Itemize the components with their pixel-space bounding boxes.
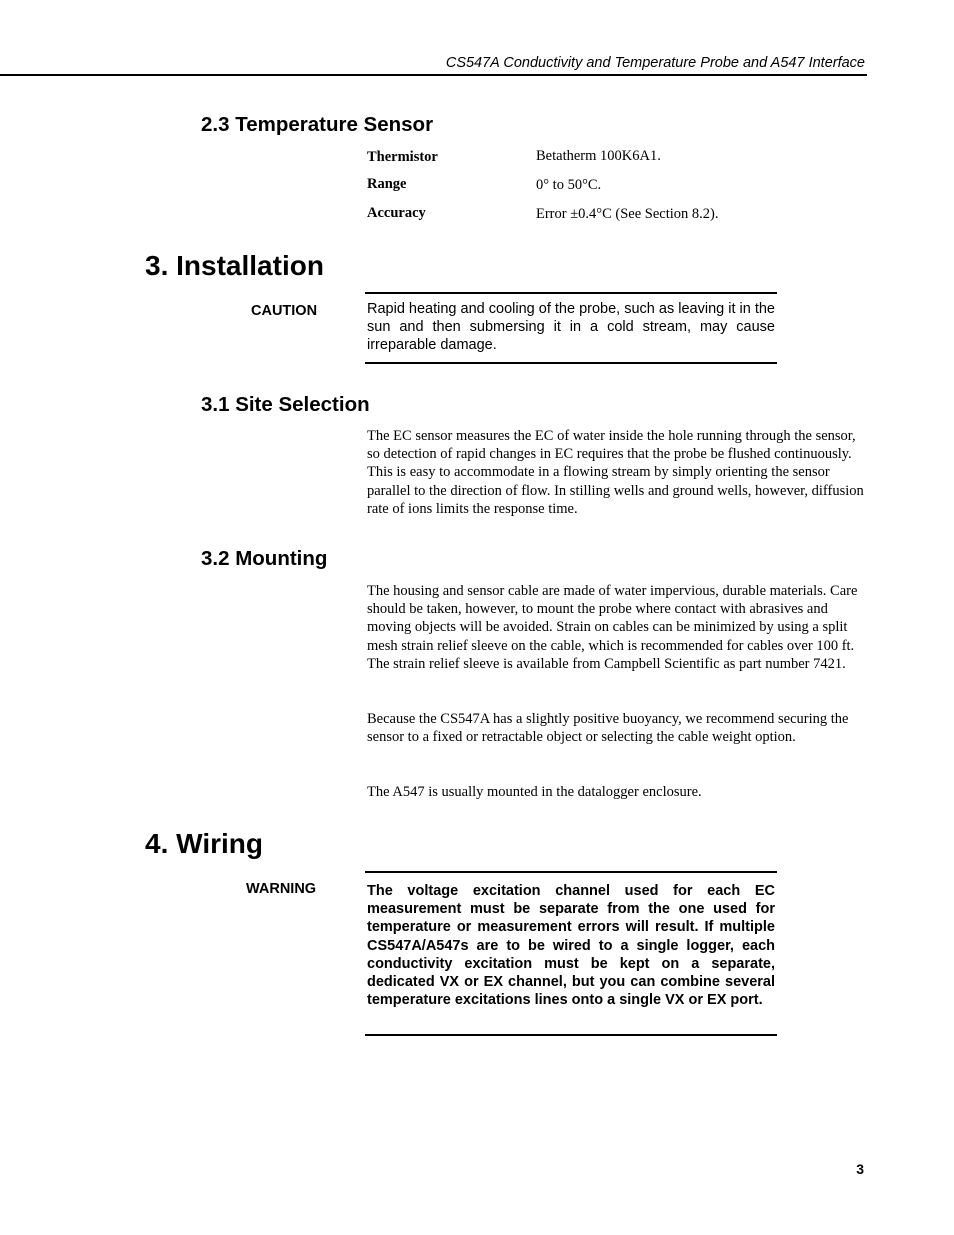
mounting-paragraph-3: The A547 is usually mounted in the datalogger enclosure.: [367, 784, 702, 800]
warning-label: WARNING: [246, 881, 317, 897]
warning-top-rule: [365, 871, 777, 873]
page-number: 3: [856, 1161, 864, 1177]
site-selection-paragraph: The EC sensor measures the EC of water inside the hole running through the sensor, so detection of rapid changes in EC requires that the probe be flushed continuously. This is easy to accommodate in a flowing stream by simply orienting the sensor parallel to the direction of flow. In stilling wells and ground wells, however, diffusion rate of ions limits the response time.: [367, 428, 864, 517]
mounting-paragraph-1: The housing and sensor cable are made of water impervious, durable materials. Care should be taken, however, to mount the probe where contact with abrasives and moving objects will be avoided. Strain on cables can be minimized by using a split mesh strain relief sleeve on the cable, which is recommended for cables over 100 ft. The strain relief sleeve is available from Campbell Scientific as part number 7421.: [367, 583, 858, 672]
heading-mounting: 3.2 Mounting: [201, 547, 328, 570]
spec-value-thermistor: Betatherm 100K6A1.: [536, 148, 661, 164]
heading-installation: 3. Installation: [145, 250, 324, 281]
heading-temperature-sensor: 2.3 Temperature Sensor: [201, 113, 434, 136]
spec-value-range: 0° to 50°C.: [536, 177, 602, 193]
heading-wiring: 4. Wiring: [145, 828, 263, 859]
header-rule: [0, 74, 867, 76]
spec-label-range: Range: [367, 176, 407, 192]
caution-bottom-rule: [365, 362, 777, 364]
caution-label: CAUTION: [251, 303, 318, 319]
warning-text: The voltage excitation channel used for each EC measurement must be separate from the one used for temperature or measurement errors will result. If multiple CS547A/A547s are to be wired to a single logger, each conductivity excitation must be kept on a separate, dedicated VX or EX channel, but you can combine several temperature excitations lines onto a single VX or EX port.: [367, 883, 775, 1009]
heading-site-selection: 3.1 Site Selection: [201, 393, 370, 416]
warning-bottom-rule: [365, 1034, 777, 1036]
caution-top-rule: [365, 292, 777, 294]
mounting-paragraph-2: Because the CS547A has a slightly positive buoyancy, we recommend securing the sensor to a fixed or retractable object or selecting the cable weight option.: [367, 711, 849, 746]
running-header: CS547A Conductivity and Temperature Probe and A547 Interface: [445, 55, 865, 71]
spec-label-accuracy: Accuracy: [367, 205, 426, 221]
spec-value-accuracy: Error ±0.4°C (See Section 8.2).: [536, 206, 719, 222]
spec-label-thermistor: Thermistor: [367, 149, 438, 165]
caution-text: Rapid heating and cooling of the probe, such as leaving it in the sun and then submersing it in a cold stream, may cause irreparable damage.: [367, 301, 775, 354]
